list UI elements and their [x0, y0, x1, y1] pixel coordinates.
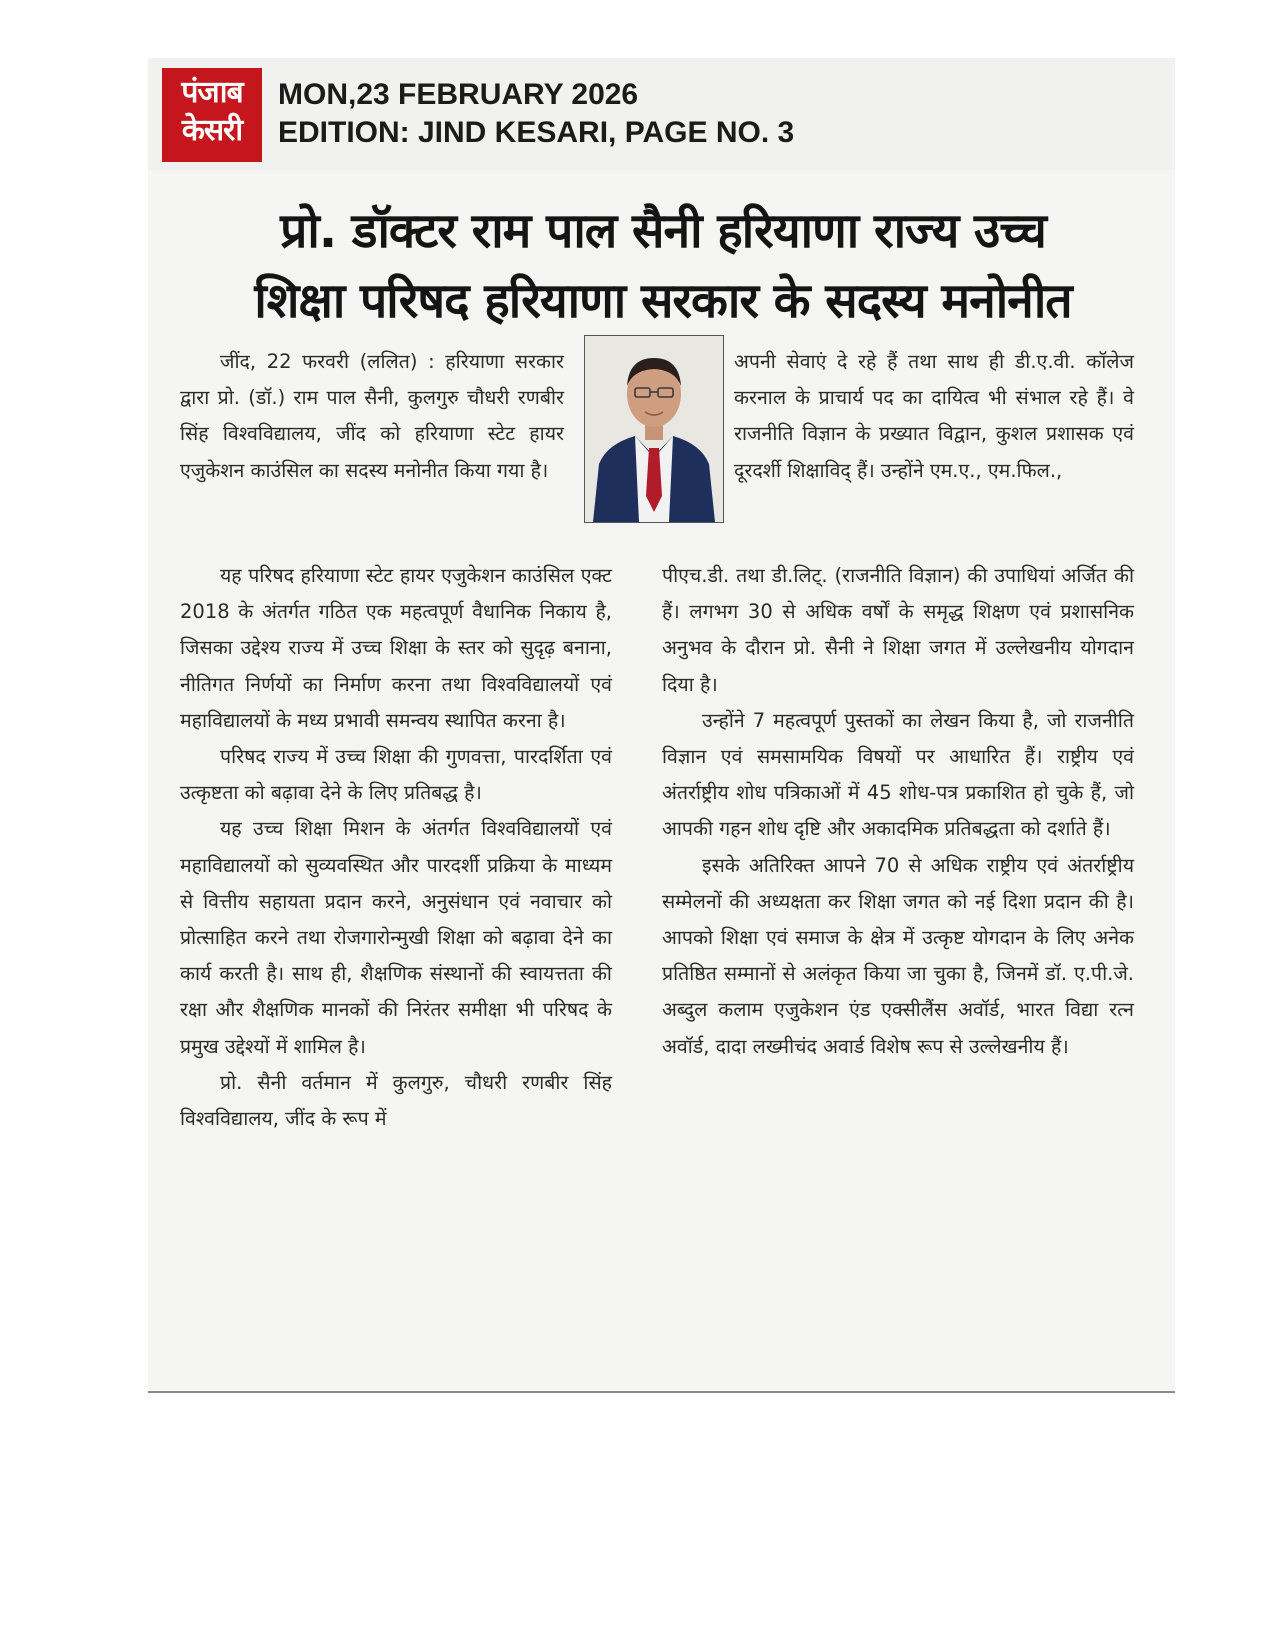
council-paragraph: यह परिषद हरियाणा स्टेट हायर एजुकेशन काउंसिल एक्ट 2018 के अंतर्गत गठित एक महत्वपूर्ण वैधानिक निकाय है, जिसका उद्देश्य राज्य में उच्च शिक्षा के स्तर को सुदृढ़ बनाना, नीतिगत निर्णयों का निर्माण करना तथा विश्वविद्यालयों एवं महाविद्यालयों के मध्य प्रभावी समन्वय स्थापित करना है। [180, 564, 612, 732]
headline-line-1: प्रो. डॉक्टर राम पाल सैनी हरियाणा राज्य उच्च [280, 203, 1046, 259]
newspaper-clipping [148, 58, 1175, 1390]
edition-info [278, 76, 794, 152]
mission-paragraph: यह उच्च शिक्षा मिशन के अंतर्गत विश्वविद्यालयों एवं महाविद्यालयों को सुव्यवस्थित और पारदर्शी प्रक्रिया के माध्यम से वित्तीय सहायता प्रदान करने, अनुसंधान एवं नवाचार को प्रोत्साहित करने तथा रोजगारोन्मुखी शिक्षा को बढ़ावा देने का कार्य करती है। साथ ही, शैक्षणिक संस्थानों की स्वायत्तता की रक्षा और शैक्षणिक मानकों की निरंतर समीक्षा भी परिषद के प्रमुख उद्देश्यों में शामिल है। [180, 817, 612, 1058]
logo-line-1: पंजाब [181, 75, 243, 110]
awards-paragraph: इसके अतिरिक्त आपने 70 से अधिक राष्ट्रीय एवं अंतर्राष्ट्रीय सम्मेलनों की अध्यक्षता कर शिक्षा जगत को नई दिशा प्रदान की है। आपको शिक्षा एवं समाज के क्षेत्र में उत्कृष्ट योगदान के लिए अनेक प्रतिष्ठित सम्मानों से अलंकृत किया जा चुका है, जिनमें डॉ. ए.पी.जे. अब्दुल कलाम एजुकेशन एंड एक्सीलैंस अवॉर्ड, भारत विद्या रत्न अवॉर्ड, दादा लख्मीचंद अवार्ड विशेष रूप से उल्लेखनीय हैं। [662, 853, 1134, 1058]
portrait-photo [584, 335, 724, 523]
column-right-top [734, 344, 1134, 489]
masthead [148, 58, 1175, 170]
punjab-kesari-logo [162, 68, 262, 162]
portrait-photo-image [585, 336, 723, 522]
degrees-paragraph: पीएच.डी. तथा डी.लिट्. (राजनीति विज्ञान) की उपाधियां अर्जित की हैं। लगभग 30 से अधिक वर्षों के समृद्ध शिक्षण एवं प्रशासनिक अनुभव के दौरान प्रो. सैनी ने शिक्षा जगत में उल्लेखनीय योगदान दिया है। [662, 564, 1134, 696]
current-role-paragraph: प्रो. सैनी वर्तमान में कुलगुरु, चौधरी रणबीर सिंह विश्वविद्यालय, जींद के रूप में [180, 1070, 612, 1131]
article-headline [168, 196, 1158, 336]
column-right [662, 558, 1134, 1065]
quality-paragraph: परिषद राज्य में उच्च शिक्षा की गुणवत्ता, पारदर्शिता एवं उत्कृष्टता को बढ़ावा देने के लिए प्रतिबद्ध है। [180, 745, 612, 805]
services-paragraph: अपनी सेवाएं दे रहे हैं तथा साथ ही डी.ए.वी. कॉलेज करनाल के प्राचार्य पद का दायित्व भी संभाल रहे हैं। वे राजनीति विज्ञान के प्रख्यात विद्वान, कुशल प्रशासक एवं दूरदर्शी शिक्षाविद् हैं। उन्होंने एम.ए., एम.फिल., [734, 350, 1134, 482]
column-left [180, 558, 612, 1137]
headline-line-2: शिक्षा परिषद हरियाणा सरकार के सदस्य मनोनीत [254, 273, 1072, 329]
bottom-divider [148, 1391, 1175, 1393]
logo-line-2: केसरी [181, 113, 243, 148]
intro-paragraph: जींद, 22 फरवरी (ललित) : हरियाणा सरकार द्वारा प्रो. (डॉ.) राम पाल सैनी, कुलगुरु चौधरी रणबीर सिंह विश्वविद्यालय, जींद को हरियाणा स्टेट हायर एजुकेशन काउंसिल का सदस्य मनोनीत किया गया है। [180, 350, 564, 482]
edition-page: EDITION: JIND KESARI, PAGE NO. 3 [278, 116, 795, 149]
books-paragraph: उन्होंने 7 महत्वपूर्ण पुस्तकों का लेखन किया है, जो राजनीति विज्ञान एवं समसामयिक विषयों पर आधारित हैं। राष्ट्रीय एवं अंतर्राष्ट्रीय शोध पत्रिकाओं में 45 शोध-पत्र प्रकाशित हो चुके हैं, जो आपकी गहन शोध दृष्टि और अकादमिक प्रतिबद्धता को दर्शाते हैं। [662, 708, 1134, 841]
publication-date: MON,23 FEBRUARY 2026 [278, 78, 639, 111]
column-left-top [180, 344, 564, 489]
